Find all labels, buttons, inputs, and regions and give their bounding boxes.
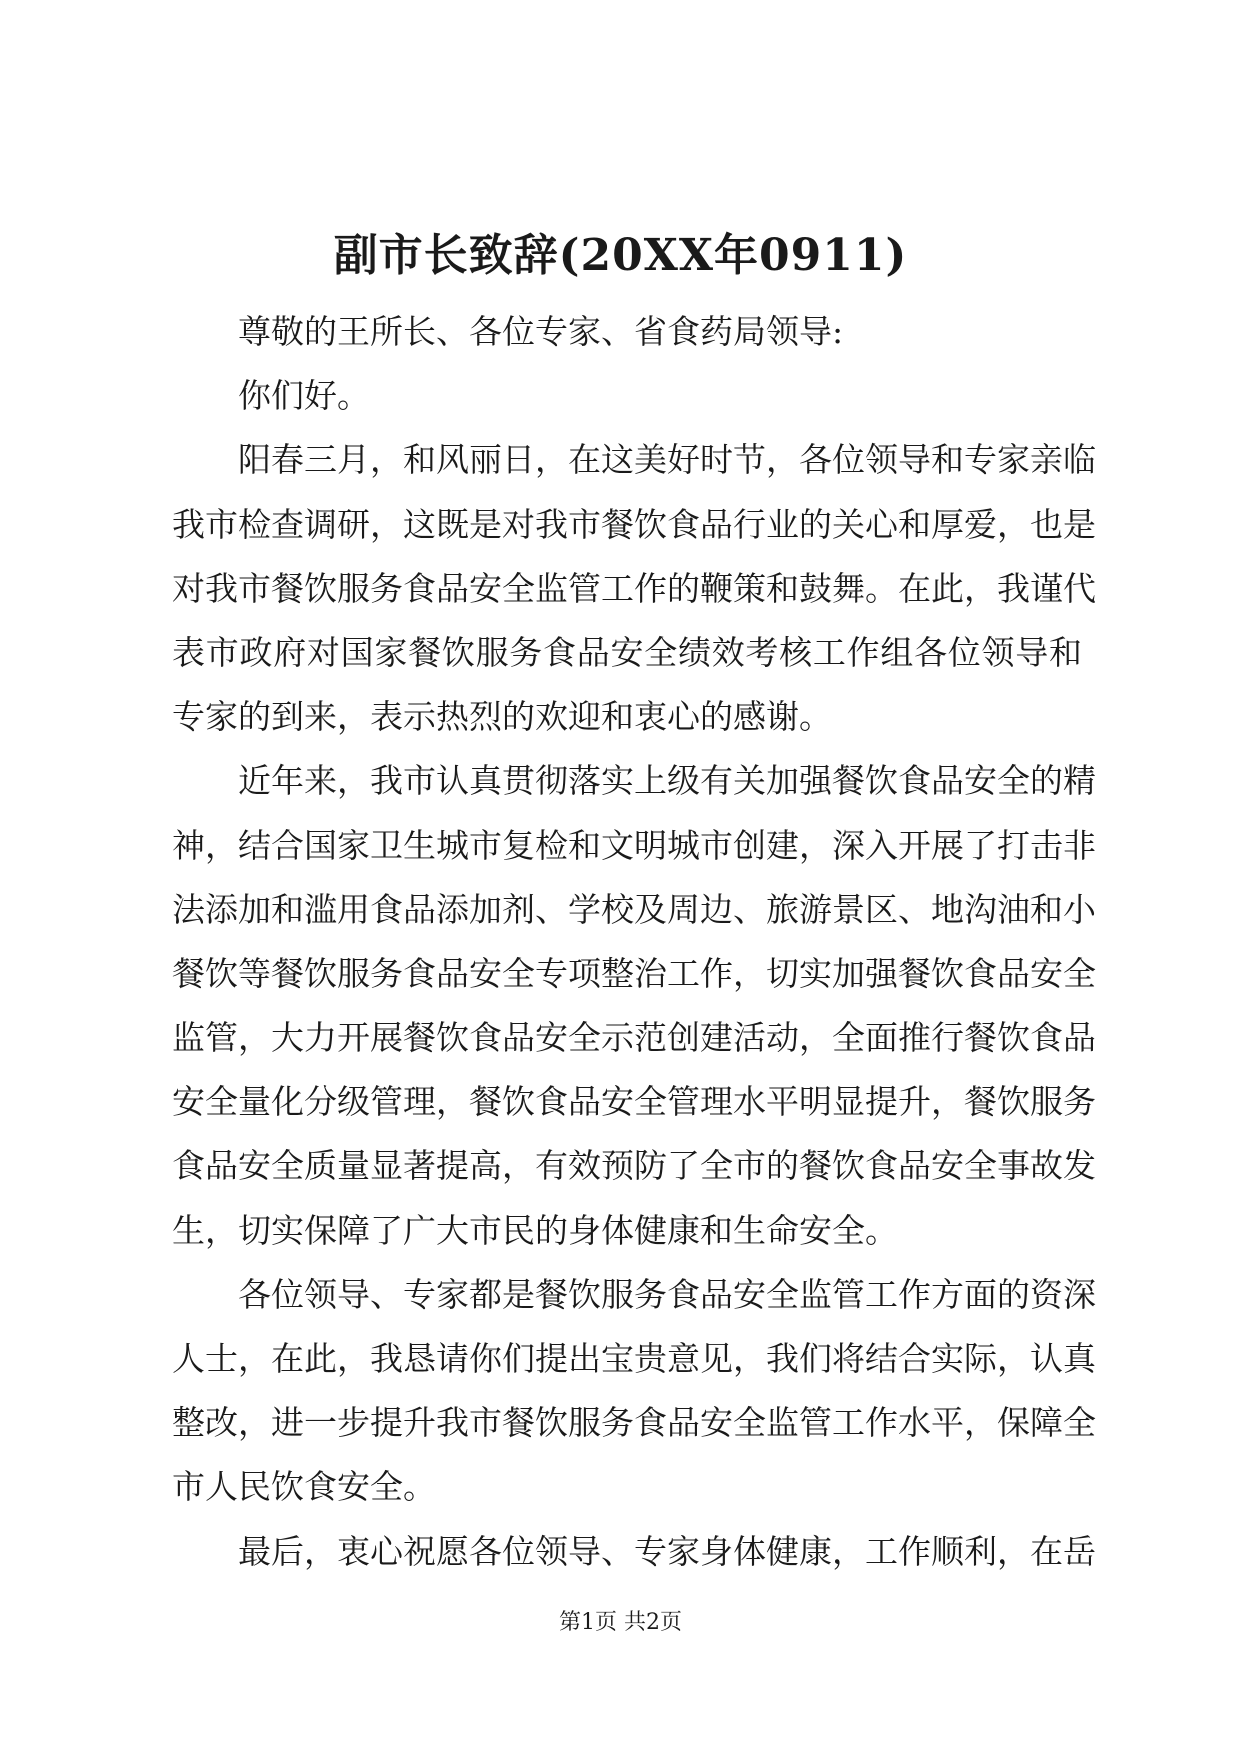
paragraph-line: 表市政府对国家餐饮服务食品安全绩效考核工作组各位领导和 [172,632,1082,672]
paragraph-line: 阳春三月，和风丽日，在这美好时节，各位领导和专家亲临 [238,440,1096,480]
paragraph-line: 整改，进一步提升我市餐饮服务食品安全监管工作水平，保障全 [172,1403,1096,1443]
paragraph-line: 各位领导、专家都是餐饮服务食品安全监管工作方面的资深 [238,1274,1096,1314]
salutation: 尊敬的王所长、各位专家、省食药局领导: [238,312,844,351]
document-body [172,300,1096,1584]
paragraph-line: 生，切实保障了广大市民的身体健康和生命安全。 [172,1210,898,1250]
page-number-footer: 第1页 共2页 [559,1610,682,1635]
paragraph-line: 我市检查调研，这既是对我市餐饮食品行业的关心和厚爱，也是 [172,504,1096,544]
paragraph-line: 对我市餐饮服务食品安全监管工作的鞭策和鼓舞。在此，我谨代 [172,568,1096,608]
paragraph-line: 市人民饮食安全。 [172,1467,436,1507]
paragraph-line: 法添加和滥用食品添加剂、学校及周边、旅游景区、地沟油和小 [172,889,1096,929]
paragraph-line: 近年来，我市认真贯彻落实上级有关加强餐饮食品安全的精 [238,761,1096,801]
document-title: 副市长致辞(20XX年0911) [333,230,908,281]
paragraph-line: 食品安全质量显著提高，有效预防了全市的餐饮食品安全事故发 [172,1146,1096,1186]
greeting: 你们好。 [238,376,370,416]
paragraph-line: 监管，大力开展餐饮食品安全示范创建活动，全面推行餐饮食品 [172,1018,1096,1058]
paragraph-line: 专家的到来，表示热烈的欢迎和衷心的感谢。 [172,697,832,737]
paragraph-line: 安全量化分级管理，餐饮食品安全管理水平明显提升，餐饮服务 [172,1082,1096,1122]
paragraph-line: 最后，衷心祝愿各位领导、专家身体健康，工作顺利，在岳 [238,1531,1096,1571]
paragraph-line: 餐饮等餐饮服务食品安全专项整治工作，切实加强餐饮食品安全 [172,953,1096,993]
paragraph-line: 神，结合国家卫生城市复检和文明城市创建，深入开展了打击非 [172,825,1096,865]
paragraph-line: 人士，在此，我恳请你们提出宝贵意见，我们将结合实际，认真 [172,1339,1096,1378]
